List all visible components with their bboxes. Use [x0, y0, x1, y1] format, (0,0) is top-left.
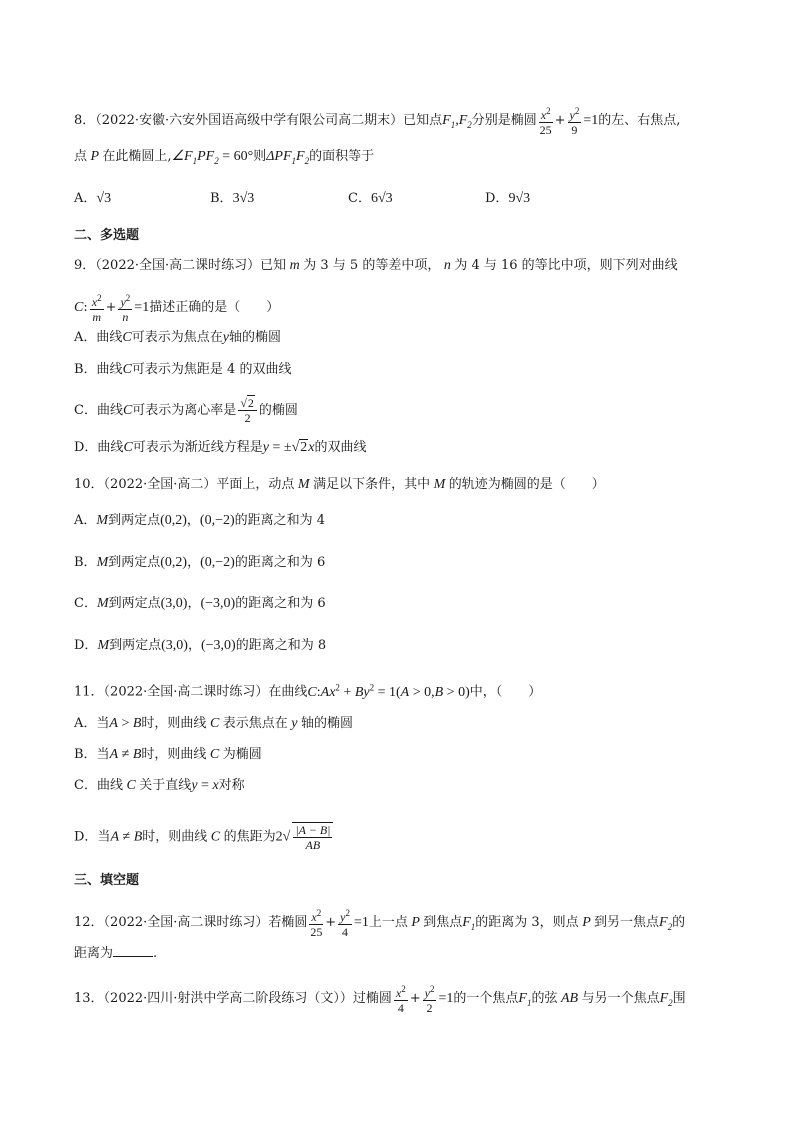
q10-line1: 10．（2022·全国·高二）平面上，动点 M 满足以下条件，其中 M 的轨迹为椭圆的是（ ）: [74, 477, 605, 492]
q8-frac-x: $\frac{x^2}{25}$: [539, 106, 552, 137]
q8-option-d[interactable]: D．9√3: [485, 191, 531, 206]
q9-option-b[interactable]: B．曲线C可表示为焦距是 4 的双曲线: [74, 362, 292, 377]
q11-option-a[interactable]: A．当A > B时，则曲线 C 表示焦点在 y 轴的椭圆: [74, 716, 354, 731]
q8-option-a[interactable]: A．√3: [74, 191, 112, 206]
section-heading-fill: 三、填空题: [74, 873, 140, 888]
q10-option-c[interactable]: C．M到两定点(3,0)，(−3,0)的距离之和为 6: [74, 596, 326, 611]
q11-option-c[interactable]: C．曲线 C 关于直线y = x对称: [74, 778, 245, 793]
q9-line1: 9．（2022·全国·高二课时练习）已知 m 为 3 与 5 的等差中项， n 为 4 与 16 的等比中项，则下列对曲线: [74, 258, 678, 273]
q10-option-a[interactable]: A．M到两定点(0,2)，(0,−2)的距离之和为 4: [74, 513, 326, 528]
q8-option-b[interactable]: B．3√3: [210, 191, 255, 206]
q8-line2: 点 P 在此椭圆上$,\angle F_1PF_2 = 60^\circ$则$\Delta PF_1F_2$的面积等于: [74, 149, 375, 166]
q10-option-b[interactable]: B．M到两定点(0,2)，(0,−2)的距离之和为 6: [74, 555, 326, 570]
q9-option-c[interactable]: C．曲线C可表示为离心率是 $\frac{√2}{2}$ 的椭圆: [74, 396, 298, 425]
q11-line1: 11．（2022·全国·高二课时练习）在曲线$C:Ax^2 + By^2 = 1(A > 0,B > 0)$中，（ ）: [74, 682, 542, 700]
q9-option-a[interactable]: A．曲线C可表示为焦点在y轴的椭圆: [74, 330, 281, 345]
q9-line2: C: $\frac{x^2}{m}$ + $\frac{y^2}{n}$ =1描述正确的是（ ）: [74, 293, 280, 324]
q8-frac-y: $\frac{y^2}{9}$: [569, 106, 580, 137]
q12-line2: 距离为 .: [74, 946, 158, 961]
q13-line1: 13．（2022·四川·射洪中学高二阶段练习（文））过椭圆 $\frac{x^2}{4}$ + $\frac{y^2}{2}$ =1的一个焦点$F_1$的弦 AB 与另一个焦点$F_2$围: [74, 984, 686, 1015]
q8-line1: 8．（2022·安徽·六安外国语高级中学有限公司高二期末）已知点$F_1,F_2$分别是椭圆 $\frac{x^2}{25}$ + $\frac{y^2}{9}$ =1的左、右焦点,: [74, 106, 681, 137]
q8-foci: $F_1,F_2$: [442, 113, 472, 130]
q9-option-d[interactable]: D．曲线C可表示为渐近线方程是y = ±√2x的双曲线: [74, 440, 367, 455]
q8-option-c[interactable]: C．6√3: [348, 191, 393, 206]
q11-option-b[interactable]: B．当A ≠ B时，则曲线 C 为椭圆: [74, 747, 262, 762]
q12-line1: 12．（2022·全国·高二课时练习）若椭圆 $\frac{x^2}{25}$ + $\frac{y^2}{4}$ =1上一点 P 到焦点$F_1$的距离为 3，则点 P 到另一焦点$F_2$的: [74, 908, 686, 939]
section-heading-multi: 二、多选题: [74, 228, 140, 243]
q10-option-d[interactable]: D．M到两定点(3,0)，(−3,0)的距离之和为 8: [74, 638, 327, 653]
q12-answer-blank[interactable]: [113, 944, 153, 957]
q11-option-d[interactable]: D．当A ≠ B时，则曲线 C 的焦距为2√ $\frac{|A - B|}{AB}$: [74, 822, 335, 852]
